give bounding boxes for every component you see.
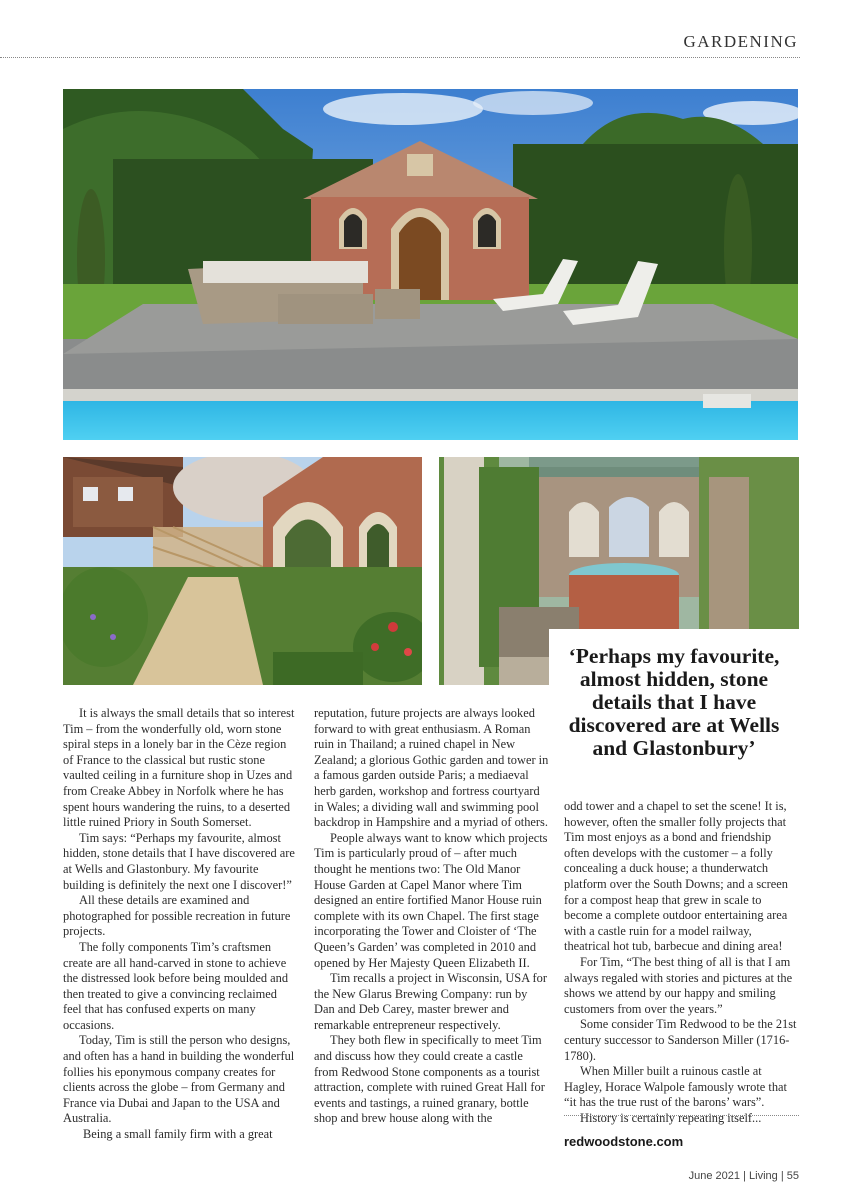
paragraph: They both flew in specifically to meet Tim and discuss how they could create a castle from Redwood Stone components as a tourist attraction, complete with ruined Great Hall for events and tastings, a ruined granary, bottle shop and brew house along with the bbox=[314, 1033, 545, 1126]
article-column-3 bbox=[564, 799, 799, 1126]
header-rule bbox=[0, 57, 800, 58]
paragraph: Tim says: “Perhaps my favourite, almost hidden, stone details that I have discovered are at Wells and Glastonbury. My favourite building is definitely the next one I discover!” bbox=[63, 830, 295, 892]
section-title: GARDENING bbox=[683, 32, 798, 51]
paragraph: People always want to know which projects Tim is particularly proud of – after much thought he mentions two: The Old Manor House Garden at Capel Manor where Tim designed an entire fortified Manor House ruin complete with its own Chapel. The first stage incorporating the Tower and Cloister of ‘The Queen’s Garden’ was completed in 2010 and opened by Her Majesty Queen Elizabeth II. bbox=[314, 830, 548, 970]
page-number: 55 bbox=[786, 1170, 799, 1182]
paragraph: The folly components Tim’s craftsmen create are all hand-carved in stone to achieve the distressed look before being moulded and then treated to give a convincing reclaimed feel that has confused experts on many occasions. bbox=[63, 939, 289, 1032]
footer-separator: | bbox=[780, 1170, 784, 1182]
paragraph: It is always the small details that so interest Tim – from the wonderfully old, worn stone spiral steps in a lonely bar in the Cèze region of France to the classical but rustic stone vaulted ceiling in a furniture shop in Uzes and from Creake Abbey in Norfolk where he has spent hours wandering the ruins, to a deserted little ruined Priory in South Somerset. bbox=[63, 706, 295, 830]
paragraph: Tim recalls a project in Wisconsin, USA for the New Glarus Brewing Company: run by Dan and Deb Carey, master brewer and remarkable entrepreneur respectively. bbox=[314, 971, 548, 1032]
ruined-arch-photo bbox=[63, 457, 422, 685]
paragraph: Being a small family firm with a great bbox=[83, 1127, 273, 1142]
paragraph: Some consider Tim Redwood to be the 21st century successor to Sanderson Miller (1716-1780). bbox=[564, 1017, 797, 1063]
website-link[interactable]: redwoodstone.com bbox=[564, 1134, 684, 1149]
paragraph: Today, Tim is still the person who designs, and often has a hand in building the wonderful follies his eponymous company creates for clients across the globe – from Germany and France via Dubai and Japan to the USA and Australia. bbox=[63, 1033, 295, 1126]
pull-quote-text: ‘Perhaps my favourite, almost hidden, stone details that I have discovered are at Wells and Glastonbury’ bbox=[568, 644, 780, 760]
article-column-1 bbox=[63, 706, 298, 1143]
magazine-name: Living bbox=[749, 1170, 778, 1182]
paragraph: odd tower and a chapel to set the scene! It is, however, often the smaller folly projects that Tim most enjoys as a bond and friendship often develops with the customer – a folly concealing a duck house; a thunderwatch platform over the South Downs; and a screen for a compost heap that grew in scale to become a complete outdoor entertaining area with a castle ruin for a model railway, theatrical hot tub, barbecue and dining area! bbox=[564, 799, 789, 954]
footer-separator: | bbox=[743, 1170, 746, 1182]
paragraph: When Miller built a ruinous castle at Hagley, Horace Walpole famously wrote that “it has the true rust of the barons’ wars”. bbox=[564, 1064, 787, 1110]
paragraph: For Tim, “The best thing of all is that I am always regaled with stories and pictures at the shows we attend by our happy and smiling customers from over the years.” bbox=[564, 954, 793, 1016]
paragraph: History is certainly repeating itself... bbox=[580, 1110, 762, 1125]
paragraph: All these details are examined and photographed for possible recreation in future projects. bbox=[63, 893, 291, 939]
article-column-2 bbox=[314, 706, 549, 1127]
pool-folly-photo bbox=[63, 89, 798, 440]
paragraph: reputation, future projects are always looked forward to with great enthusiasm. A Roman ruin in Thailand; a ruined chapel in New Zealand; a glorious Gothic garden and tower in a famous garden outside Paris; a mediaeval herb garden, workshop and fortress courtyard in Wales; a dividing wall and swimming pool backdrop in Hampshire and a myriad of others. bbox=[314, 706, 549, 830]
page-footer bbox=[689, 1170, 799, 1182]
website-rule bbox=[564, 1115, 799, 1116]
pull-quote bbox=[549, 629, 799, 769]
issue-date: June 2021 bbox=[688, 1170, 741, 1182]
